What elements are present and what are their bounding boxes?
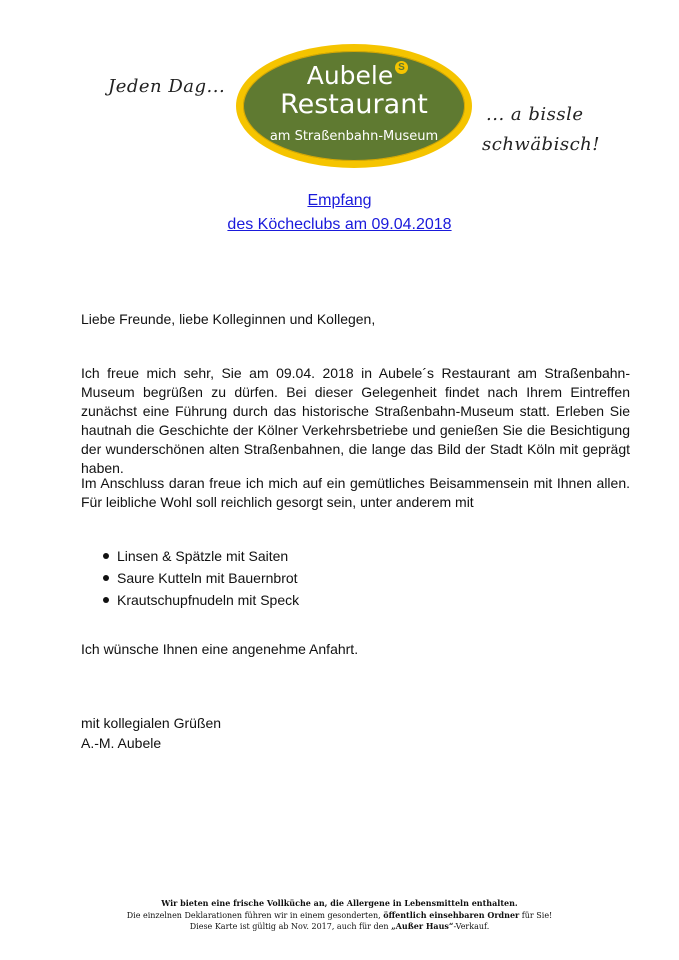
closing: Ich wünsche Ihnen eine angenehme Anfahrt. (81, 641, 359, 657)
tagline-left: Jeden Dag... (108, 76, 226, 97)
greeting: Liebe Freunde, liebe Kolleginnen und Kollegen, (81, 311, 376, 327)
restaurant-logo (236, 44, 472, 168)
menu-list (81, 545, 481, 611)
menu-item-label: Krautschupfnudeln mit Speck (117, 592, 300, 608)
logo-mark-icon: S (395, 61, 408, 74)
footer-line-1: Wir bieten eine frische Vollküche an, die Allergene in Lebensmitteln enthalten. (161, 898, 518, 908)
bullet-icon (103, 575, 109, 581)
logo-line-2: Restaurant (280, 89, 428, 120)
footer-text: für Sie! (519, 911, 553, 920)
list-item (81, 589, 481, 611)
logo-line-3: am Straßenbahn-Museum (269, 129, 439, 144)
bullet-icon (103, 553, 109, 559)
list-item (81, 567, 481, 589)
menu-item-label: Linsen & Spätzle mit Saiten (117, 548, 289, 564)
menu-item-label: Saure Kutteln mit Bauernbrot (117, 570, 298, 586)
paragraph-1: Ich freue mich sehr, Sie am 09.04. 2018 in Aubele´s Restaurant am Straßenbahn-Museum begrüßen zu dürfen. Bei dieser Gelegenheit findet nach Ihrem Eintreffen zunächst eine Führung durch das historische Straßenbahn-Museum statt. Erleben Sie hautnah die Geschichte der Kölner Verkehrsbetriebe und genießen Sie die Besichtigung der wunderschönen alten Straßenbahnen, die lange das Bild der Stadt Köln mit geprägt haben. (81, 365, 630, 476)
footer-text: Diese Karte ist gültig ab Nov. 2017, auch für den (189, 922, 392, 931)
footer-text: -Verkauf. (453, 922, 490, 931)
footer-bold-text: öffentlich einsehbaren Ordner (383, 910, 520, 920)
list-item (81, 545, 481, 567)
footer-text: Die einzelnen Deklarationen führen wir in einem gesonderten, (126, 911, 384, 920)
footer-line-2 (0, 910, 679, 920)
footer-bold-text: „Außer Haus“ (391, 921, 454, 931)
tagline-right-2: schwäbisch! (482, 134, 600, 155)
bullet-icon (103, 597, 109, 603)
title-line-1: Empfang (307, 192, 372, 209)
title-line-2: des Köcheclubs am 09.04.2018 (227, 216, 452, 233)
regards: mit kollegialen Grüßen (81, 715, 222, 731)
tagline-right-1: ... a bissle (486, 104, 584, 125)
footer-line-3 (0, 921, 679, 931)
signature: A.-M. Aubele (81, 735, 162, 751)
paragraph-2: Im Anschluss daran freue ich mich auf ein gemütliches Beisammensein mit Ihnen allen. Für leibliche Wohl soll reichlich gesorgt sein, unter anderem mit (81, 475, 630, 510)
logo-line-1: Aubele (306, 61, 394, 90)
